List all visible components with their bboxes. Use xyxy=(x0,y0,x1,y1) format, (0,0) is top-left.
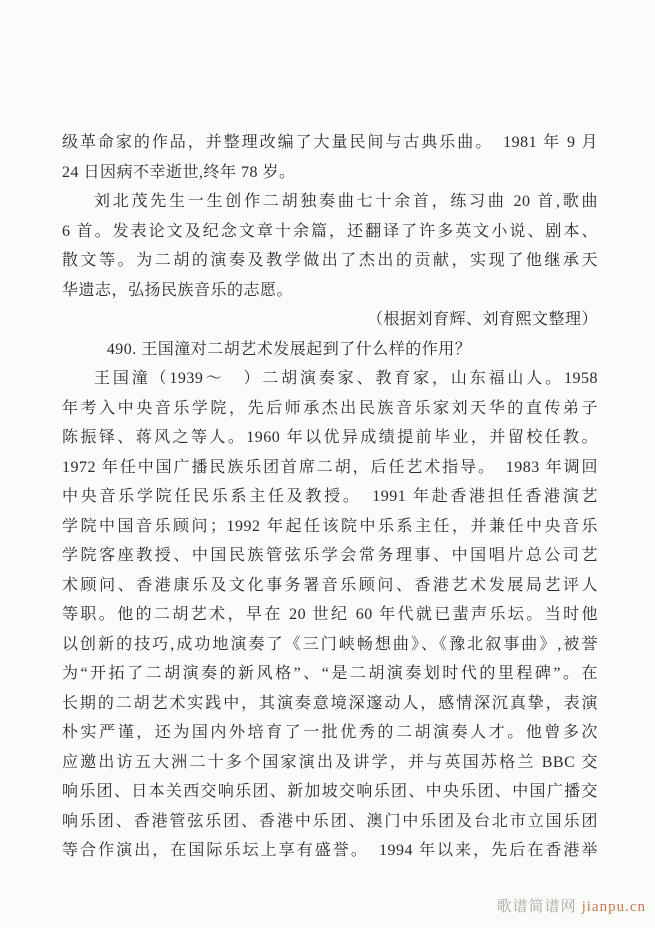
watermark xyxy=(497,895,646,916)
text-line: 以创新的技巧,成功地演奏了《三门峡畅想曲》、《豫北叙事曲》,被誉 xyxy=(62,635,598,653)
text-line: 等职。他的二胡艺术，早在 20 世纪 60 年代就已蜚声乐坛。当时他 xyxy=(62,606,598,623)
text-line: 散文等。为二胡的演奏及教学做出了杰出的贡献，实现了他继承天 xyxy=(62,252,598,269)
watermark-site-name: 歌谱简谱网 xyxy=(496,899,577,915)
text-line: 年考入中央音乐学院，先后师承杰出民族音乐家刘天华的直传弟子 xyxy=(62,399,598,417)
attribution-line: （根据刘育辉、刘育熙文整理） xyxy=(366,311,598,328)
question-heading: 490. 王国潼对二胡艺术发展起到了什么样的作用？ xyxy=(106,340,472,358)
text-line: 响乐团、日本关西交响乐团、新加坡交响乐团、中央乐团、中国广播交 xyxy=(62,783,598,800)
watermark-site-url: jianpu.cn xyxy=(581,899,646,915)
text-line: 1972 年任中国广播民族乐团首席二胡，后任艺术指导。 1983 年调回 xyxy=(62,458,598,476)
text-line: 学院中国音乐顾问；1992 年起任该院中乐系主任，并兼任中央音乐 xyxy=(62,517,598,535)
text-line: 朴实严谨，还为国内外培育了一批优秀的二胡演奏人才。他曾多次 xyxy=(62,724,598,741)
text-line: 级革命家的作品，并整理改编了大量民间与古典乐曲。 1981 年 9 月 xyxy=(62,134,598,151)
text-line: 学院客座教授、中国民族管弦乐学会常务理事、中国唱片总公司艺 xyxy=(62,547,598,564)
text-line: 等合作演出，在国际乐坛上享有盛誉。 1994 年以来，先后在香港举 xyxy=(62,842,598,859)
text-line: 长期的二胡艺术实践中，其演奏意境深邃动人，感情深沉真挚，表演 xyxy=(62,694,598,712)
text-line: 陈振铎、蒋风之等人。1960 年以优异成绩提前毕业，并留校任教。 xyxy=(62,429,598,446)
page-text-block xyxy=(62,128,598,866)
text-line: 刘北茂先生一生创作二胡独奏曲七十余首，练习曲 20 首,歌曲 xyxy=(94,193,598,210)
text-line: 中央音乐学院任民乐系主任及教授。 1991 年赴香港担任香港演艺 xyxy=(62,488,598,505)
text-line: 为“开拓了二胡演奏的新风格”、“是二胡演奏划时代的里程碑”。在 xyxy=(62,665,598,682)
text-line: 华遗志，弘扬民族音乐的志愿。 xyxy=(62,281,294,299)
text-line: 6 首。发表论文及纪念文章十余篇，还翻译了许多英文小说、剧本、 xyxy=(62,222,598,240)
text-line: 术顾问、香港康乐及文化事务署音乐顾问、香港艺术发展局艺评人 xyxy=(62,576,598,594)
text-line: 响乐团、香港管弦乐团、香港中乐团、澳门中乐团及台北市立国乐团 xyxy=(62,812,598,830)
text-line: 应邀出访五大洲二十多个国家演出及讲学，并与英国苏格兰 BBC 交 xyxy=(62,753,598,771)
text-line: 24 日因病不幸逝世,终年 78 岁。 xyxy=(62,163,296,181)
text-line: 王国潼（1939～ ）二胡演奏家、教育家，山东福山人。1958 xyxy=(94,370,598,387)
